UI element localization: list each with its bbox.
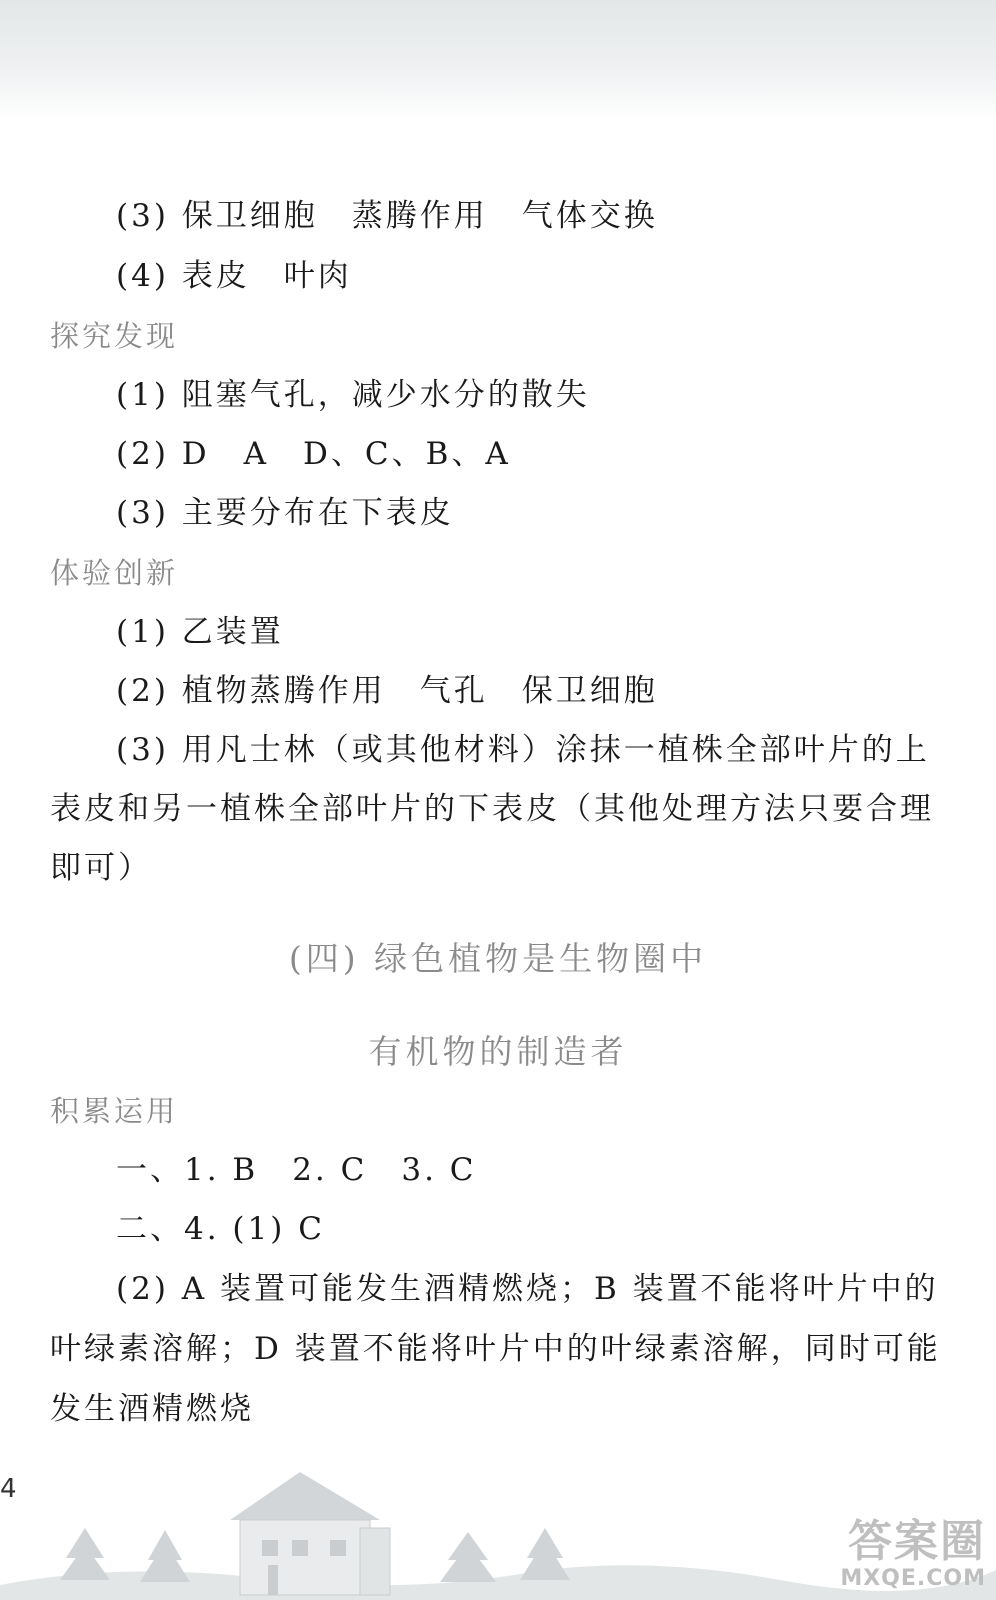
answer-line: 二、4. (1) C (116, 1211, 325, 1247)
section-heading-explore: 探究发现 (50, 319, 179, 353)
watermark-logo: 答案圈 MXQE.COM (840, 1516, 986, 1591)
answer-line: (1) 阻塞气孔，减少水分的散失 (116, 377, 590, 413)
header-decoration (0, 0, 996, 120)
answer-line: 发生酒精燃烧 (50, 1391, 254, 1427)
answer-line: (3) 主要分布在下表皮 (116, 495, 454, 531)
answer-line: (2) 植物蒸腾作用 气孔 保卫细胞 (116, 673, 658, 709)
section-heading-accumulate: 积累运用 (50, 1094, 179, 1128)
answer-line: 一、1. B 2. C 3. C (116, 1152, 477, 1188)
section-heading-experience: 体验创新 (50, 556, 179, 590)
answer-line: 表皮和另一植株全部叶片的下表皮（其他处理方法只要合理 (50, 791, 934, 827)
answer-line: (3) 保卫细胞 蒸腾作用 气体交换 (116, 198, 658, 234)
answer-line: (1) 乙装置 (116, 614, 284, 650)
answer-line: (2) A 装置可能发生酒精燃烧；B 装置不能将叶片中的 (116, 1271, 939, 1307)
answer-line: (4) 表皮 叶肉 (116, 258, 352, 294)
chapter-title: (四) 绿色植物是生物圈中 (288, 939, 708, 978)
house-icon (230, 1472, 390, 1595)
page-number: 4 (0, 1474, 17, 1504)
chapter-title: 有机物的制造者 (368, 1032, 628, 1071)
answer-line: 即可） (50, 850, 152, 886)
answer-line: (3) 用凡士林（或其他材料）涂抹一植株全部叶片的上 (116, 732, 930, 768)
answer-line: 叶绿素溶解；D 装置不能将叶片中的叶绿素溶解，同时可能 (50, 1331, 941, 1367)
answer-line: (2) D A D、C、B、A (116, 436, 511, 472)
